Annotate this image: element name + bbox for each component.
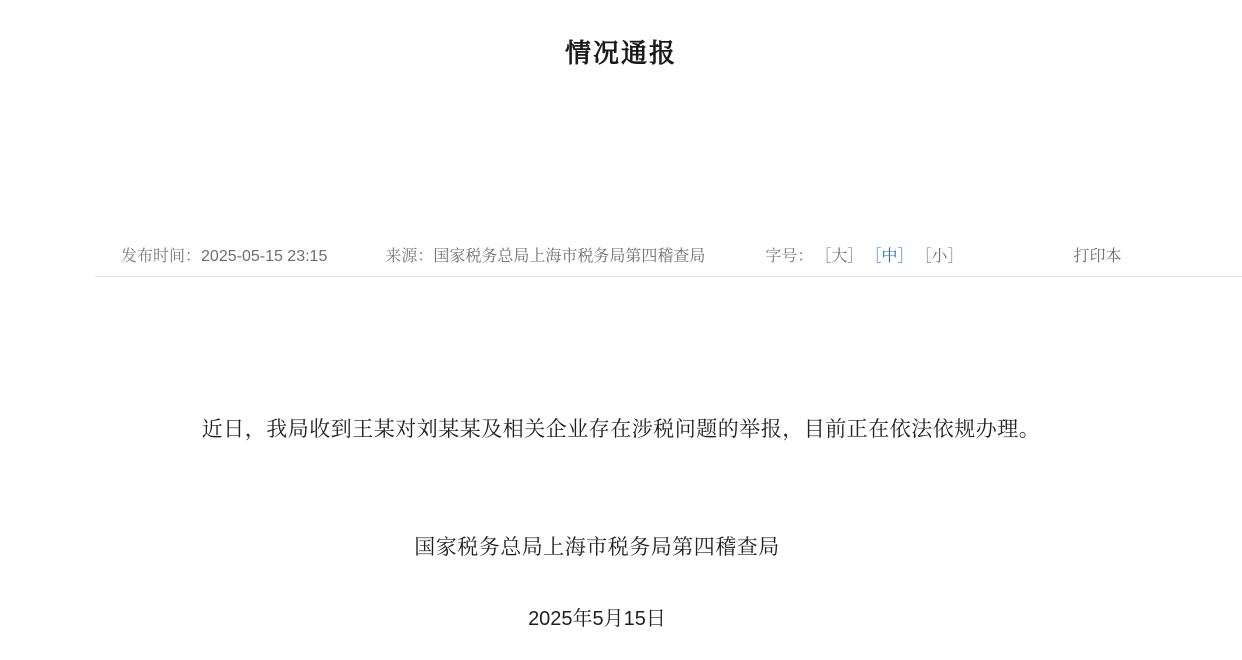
- publish-time-label: 发布时间：: [121, 247, 202, 265]
- signature-organization: 国家税务总局上海市税务局第四稽查局: [414, 536, 780, 559]
- bracket-close: ］: [897, 247, 914, 265]
- source: [385, 243, 705, 266]
- document-body: [0, 390, 1242, 470]
- page-title: 情况通报: [564, 38, 677, 68]
- meta-bar: [95, 232, 1242, 277]
- font-size-label: 字号：: [765, 247, 814, 265]
- font-size-option-small[interactable]: [915, 243, 963, 266]
- publish-time-value: 2025-05-15 23:15: [201, 247, 328, 265]
- bracket-close: ］: [847, 247, 864, 265]
- font-size-option-medium[interactable]: [865, 243, 913, 266]
- bracket-open: ［: [815, 247, 832, 265]
- source-label: 来源：: [385, 247, 434, 265]
- signature-date: 2025年5月15日: [528, 608, 666, 630]
- font-size-option-small-label: 小: [931, 247, 948, 265]
- font-size-selector: [765, 243, 963, 266]
- font-size-option-large-label: 大: [831, 247, 848, 265]
- bracket-close: ］: [947, 247, 964, 265]
- signature-block: [0, 532, 1242, 630]
- publish-time: [121, 243, 327, 266]
- print-link[interactable]: 打印本: [1073, 247, 1122, 265]
- font-size-options: [813, 243, 963, 266]
- bracket-open: ［: [865, 247, 882, 265]
- body-paragraph: 近日，我局收到王某对刘某某及相关企业存在涉税问题的举报，目前正在依法依规办理。: [201, 418, 1041, 441]
- font-size-option-medium-label: 中: [881, 247, 898, 265]
- font-size-option-large[interactable]: [815, 243, 863, 266]
- title-area: [0, 0, 1242, 70]
- source-value: 国家税务总局上海市税务局第四稽查局: [433, 247, 706, 265]
- bracket-open: ［: [915, 247, 932, 265]
